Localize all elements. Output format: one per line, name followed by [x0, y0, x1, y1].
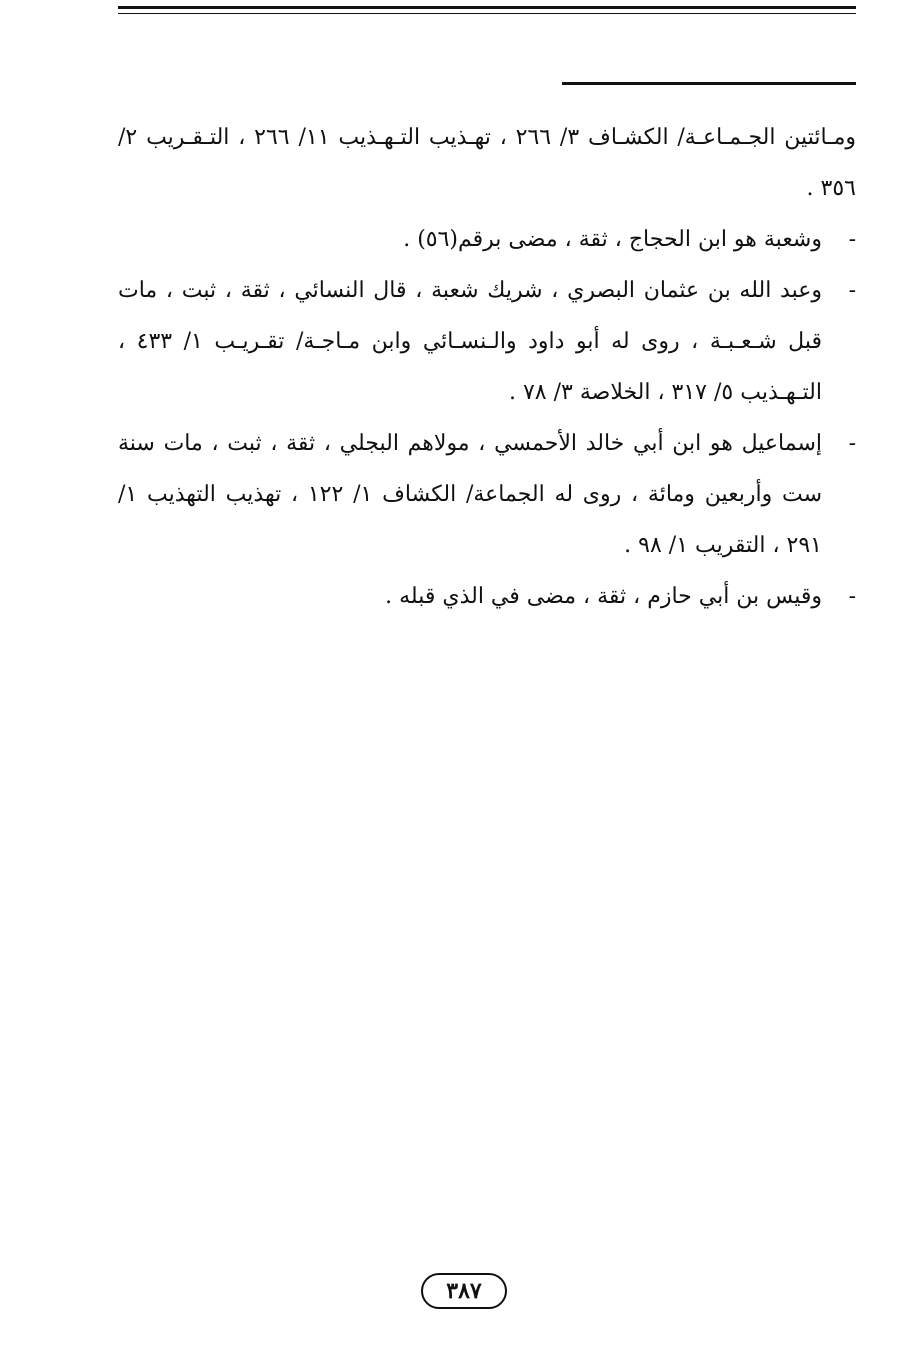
entry-dash: - [848, 431, 856, 456]
footnotes-block [118, 112, 856, 622]
footnote-entry-ismail [118, 418, 856, 571]
entry-dash: - [848, 227, 856, 252]
footnote-entry-qays [118, 571, 856, 622]
footnote-continuation: ومـائتين الجـمـاعـة/ الكشـاف ٣/ ٢٦٦ ، تهـذيب التـهـذيب ١١/ ٢٦٦ ، التـقـريب ٢/ ٣٥٦ . [118, 125, 857, 201]
footnote-entry-shuba [118, 214, 856, 265]
entry-text: إسماعيل هو ابن أبي خالد الأحمسي ، مولاهم البجلي ، ثقة ، ثبت ، مات سنة ست وأربعين ومائة ، روى له الجماعة/ الكشاف ١/ ١٢٢ ، تهذيب التهذيب ١/ ٢٩١ ، التقريب ١/ ٩٨ . [118, 431, 823, 558]
header-rule-thin [118, 13, 856, 14]
header-rule-thick [118, 6, 856, 9]
entry-dash: - [848, 584, 856, 609]
entry-dash: - [848, 278, 856, 303]
entry-text: وشعبة هو ابن الحجاج ، ثقة ، مضى برقم(٥٦) . [403, 227, 822, 252]
page-number: ٣٨٧ [421, 1273, 507, 1309]
footnote-entry-abdullah [118, 265, 856, 418]
footnote-separator [562, 82, 856, 85]
entry-text: وقيس بن أبي حازم ، ثقة ، مضى في الذي قبله . [385, 584, 822, 609]
entry-text: وعبد الله بن عثمان البصري ، شريك شعبة ، قال النسائي ، ثقة ، ثبت ، مات قبل شـعـبـة ، روى له أبو داود والـنسـائي وابن مـاجـة/ تقـريـب ١/ ٤٣٣ ، التـهـذيب ٥/ ٣١٧ ، الخلاصة ٣/ ٧٨ . [118, 278, 822, 405]
